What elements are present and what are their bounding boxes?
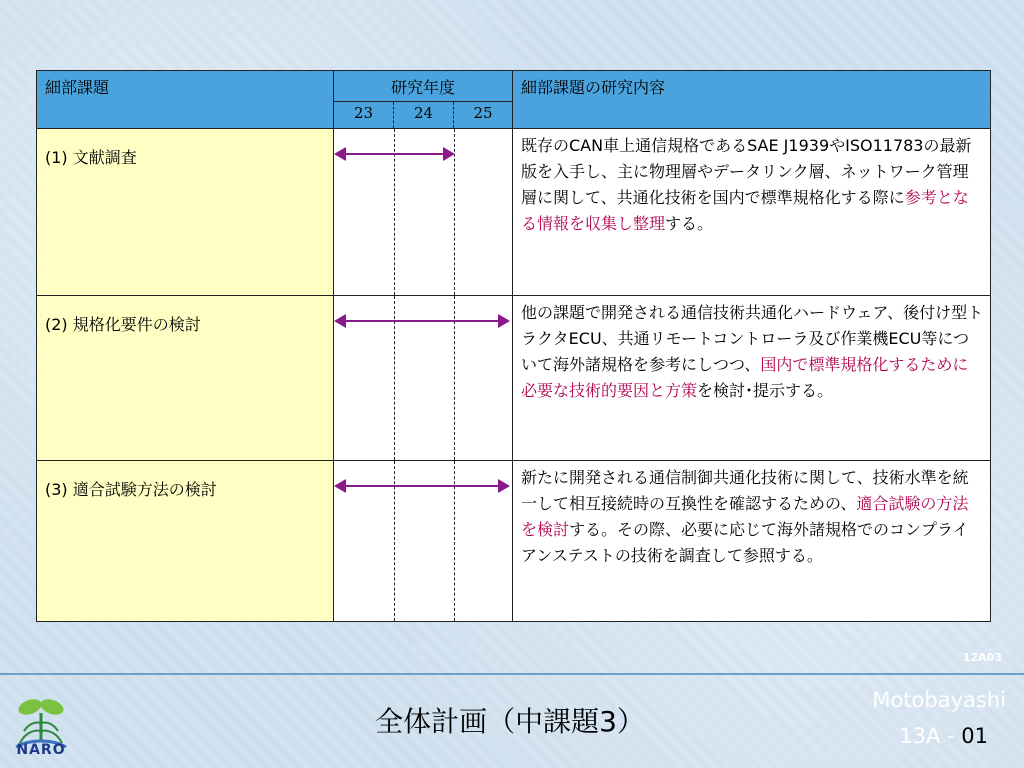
subtopic-name: (1) 文献調査: [37, 129, 334, 296]
subtopic-name: (3) 適合試験方法の検討: [37, 461, 334, 622]
desc-text: 既存のCAN車上通信規格であるSAE J1939やISO11783の最新版を入手し、主に物理層やデータリンク層、ネットワーク管理層に関して、共通化技術を国内で標準規格化する際に: [521, 136, 972, 207]
schedule-arrow: [336, 153, 453, 155]
arrow-head-left: [334, 147, 346, 161]
table-row: [37, 296, 991, 461]
desc-highlight: 国内で標準規格化するために必要な技術的要因と方策: [521, 355, 969, 400]
schedule-cell: [334, 129, 513, 296]
desc-text: する。その際、必要に応じて海外諸規格でのコンプライアンステストの技術を調査して参照する。: [521, 520, 969, 565]
subtopic-description: [513, 461, 991, 622]
arrow-head-left: [334, 314, 346, 328]
arrow-head-right: [498, 479, 510, 493]
desc-text: を検討･提示する。: [697, 381, 834, 400]
arrow-head-right: [443, 147, 455, 161]
schedule-arrow: [336, 485, 508, 487]
header-content: 細部課題の研究内容: [513, 71, 991, 129]
arrow-head-right: [498, 314, 510, 328]
year-24: 24: [394, 102, 454, 129]
header-subtopic: 細部課題: [37, 71, 334, 129]
logo-text: NARO: [16, 742, 66, 758]
schedule-arrow: [336, 320, 508, 322]
table-row: [37, 129, 991, 296]
author: Motobayashi: [872, 688, 1006, 712]
page-prefix: 13A -: [899, 724, 962, 748]
schedule-cell: [334, 296, 513, 461]
desc-highlight: 参考となる情報を収集し整理: [521, 188, 969, 233]
desc-text: 新たに開発される通信制御共通化技術に関して、技術水準を統一して相互接続時の互換性を確認するための、: [521, 468, 969, 513]
year-25: 25: [454, 102, 513, 129]
slide-title: 全体計画（中課題3）: [375, 705, 645, 738]
page-number: [899, 724, 988, 748]
desc-highlight: 適合試験の方法を検討: [521, 494, 969, 539]
subtopic-description: [513, 296, 991, 461]
table-row: [37, 461, 991, 622]
slide-code: 12A03: [962, 651, 1002, 664]
page-num: 01: [961, 724, 988, 748]
subtopic-description: [513, 129, 991, 296]
research-plan-table: [36, 70, 991, 622]
desc-text: 他の課題で開発される通信技術共通化ハードウェア、後付け型トラクタECU、共通リモートコントローラ及び作業機ECU等について海外諸規格を参考にしつつ、: [521, 303, 984, 374]
desc-text: する。: [665, 214, 714, 233]
schedule-cell: [334, 461, 513, 622]
subtopic-name: (2) 規格化要件の検討: [37, 296, 334, 461]
arrow-head-left: [334, 479, 346, 493]
footer-divider: [0, 673, 1024, 675]
year-23: 23: [334, 102, 394, 129]
header-years: 研究年度: [334, 71, 513, 102]
